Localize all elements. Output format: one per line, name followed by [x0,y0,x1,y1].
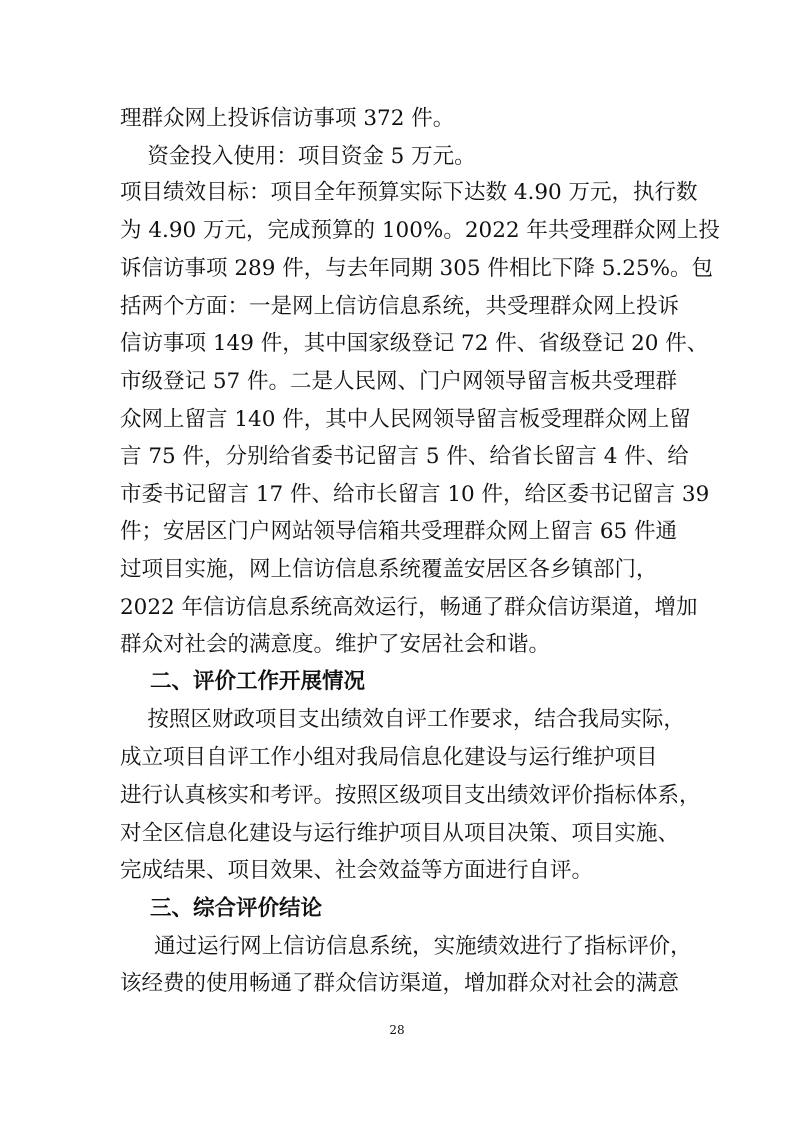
paragraph-line-14: 2022 年信访信息系统高效运行，畅通了群众信访渠道，增加 [120,595,698,620]
paragraph-line-5: 诉信访事项 289 件，与去年同期 305 件相比下降 5.25%。包 [120,256,714,281]
paragraph-line-11: 市委书记留言 17 件、给市长留言 10 件，给区委书记留言 39 [120,482,710,507]
paragraph-line-2: 资金投入使用：项目资金 5 万元。 [120,144,476,169]
paragraph-line-1: 理群众网上投诉信访事项 372 件。 [120,106,455,131]
paragraph-line-7: 信访事项 149 件，其中国家级登记 72 件、省级登记 20 件、 [120,331,709,356]
section3-line-1: 通过运行网上信访信息系统，实施绩效进行了指标评价， [120,934,692,959]
paragraph-line-3: 项目绩效目标：项目全年预算实际下达数 4.90 万元，执行数 [120,180,698,205]
page-number: 28 [389,1023,405,1037]
paragraph-line-8: 市级登记 57 件。二是人民网、门户网领导留言板共受理群 [120,369,678,394]
section3-line-2: 该经费的使用畅通了群众信访渠道，增加群众对社会的满意 [120,971,680,996]
paragraph-line-12: 件；安居区门户网站领导信箱共受理群众网上留言 65 件通 [120,519,678,544]
paragraph-line-6: 括两个方面：一是网上信访信息系统，共受理群众网上投诉 [120,294,680,319]
section2-line-5: 完成结果、项目效果、社会效益等方面进行自评。 [120,858,594,883]
section2-line-1: 按照区财政项目支出绩效自评工作要求，结合我局实际， [120,707,685,732]
section-heading-conclusion: 三、综合评价结论 [120,896,322,921]
section2-line-4: 对全区信息化建设与运行维护项目从项目决策、项目实施、 [120,821,680,846]
paragraph-line-4: 为 4.90 万元，完成预算的 100%。2022 年共受理群众网上投 [120,218,720,243]
paragraph-line-15: 群众对社会的满意度。维护了安居社会和谐。 [120,632,551,657]
section2-line-2: 成立项目自评工作小组对我局信息化建设与运行维护项目 [120,745,658,770]
paragraph-line-10: 言 75 件，分别给省委书记留言 5 件、给省长留言 4 件、给 [120,444,689,469]
paragraph-line-9: 众网上留言 140 件，其中人民网领导留言板受理群众网上留 [120,407,691,432]
section2-line-3: 进行认真核实和考评。按照区级项目支出绩效评价指标体系， [120,783,701,808]
paragraph-line-13: 过项目实施，网上信访信息系统覆盖安居区各乡镇部门， [120,557,658,582]
section-heading-evaluation-work: 二、评价工作开展情况 [120,669,365,694]
